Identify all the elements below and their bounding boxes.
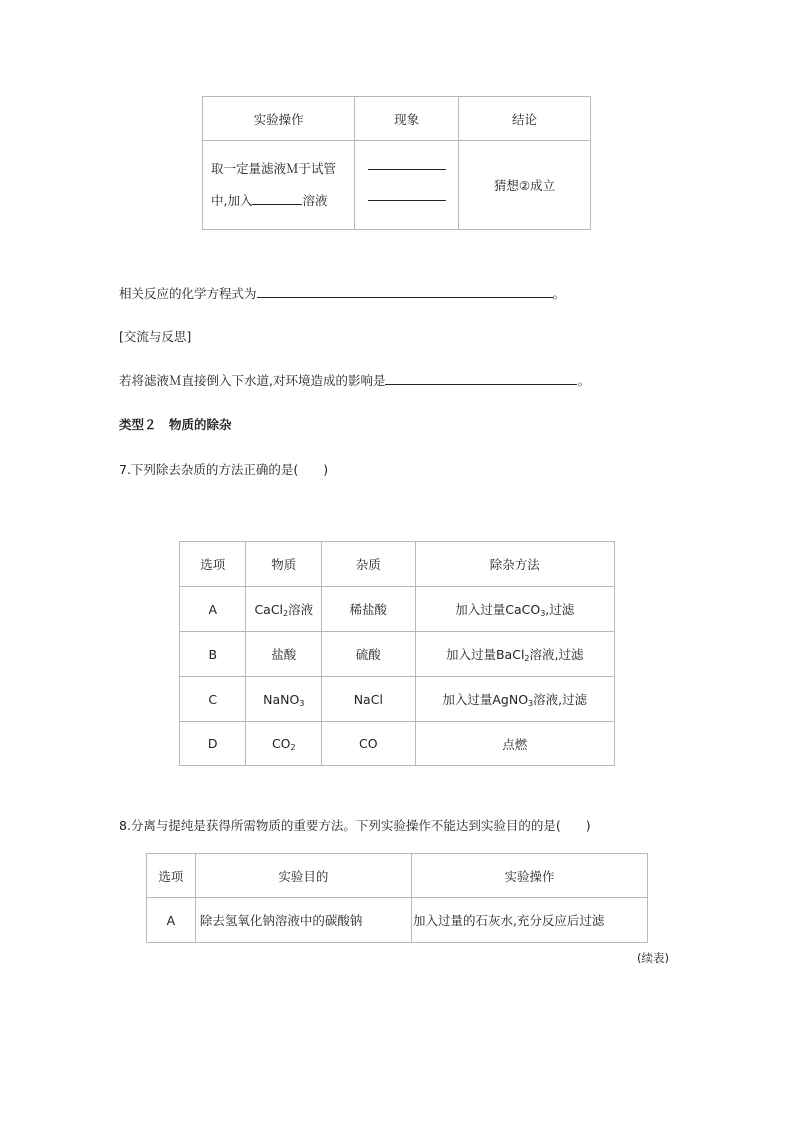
impurity-table (179, 541, 615, 766)
operation-line-2: 中,加入 溶液 (211, 193, 328, 208)
phenomenon-cell (355, 141, 459, 230)
header-goal: 实验目的 (195, 854, 411, 898)
operation-line-1: 取一定量滤液Ｍ于试管 (211, 161, 337, 176)
reflect-heading: [交流与反思] (119, 329, 192, 344)
separation-table (146, 853, 648, 943)
header-conclusion: 结论 (458, 97, 590, 141)
reagent-blank[interactable] (252, 204, 302, 205)
continued-label: (续表) (637, 951, 669, 965)
header-operation: 实验操作 (203, 97, 355, 141)
header-method: 除杂方法 (415, 542, 615, 587)
header-substance: 物质 (246, 542, 322, 587)
header-phenomenon: 现象 (355, 97, 459, 141)
section-heading: 类型２ 物质的除杂 (119, 417, 232, 432)
table-row: A CaCl$_2$溶液 稀盐酸 加入过量CaCO$_3$,过滤 (180, 587, 615, 632)
phenomenon-blank-1[interactable] (368, 169, 446, 170)
table-row: A 除去氢氧化钠溶液中的碳酸钠 加入过量的石灰水,充分反应后过滤 (147, 898, 648, 943)
header-option: 选项 (147, 854, 196, 898)
table-row: D $CO_2$ CO 点燃 (180, 722, 615, 766)
equation-line: 相关反应的化学方程式为 。 (119, 286, 566, 301)
question-8: 8.分离与提纯是获得所需物质的重要方法。下列实验操作不能达到实验目的的是( ) (119, 818, 591, 833)
conclusion-cell: 猜想②成立 (458, 141, 590, 230)
operation-cell (203, 141, 355, 230)
header-operation: 实验操作 (411, 854, 647, 898)
experiment-table (202, 96, 591, 230)
table-row: C NaNO$_3$ NaCl 加入过量AgNO$_3$溶液,过滤 (180, 677, 615, 722)
header-option: 选项 (180, 542, 246, 587)
reflect-line: 若将滤液Ｍ直接倒入下水道,对环境造成的影响是 。 (119, 373, 590, 388)
header-impurity: 杂质 (322, 542, 415, 587)
phenomenon-blank-2[interactable] (368, 200, 446, 201)
equation-blank[interactable] (257, 297, 553, 298)
impact-blank[interactable] (385, 384, 577, 385)
table-row: B 盐酸 硫酸 加入过量BaCl$_2$溶液,过滤 (180, 632, 615, 677)
question-7: 7.下列除去杂质的方法正确的是( ) (119, 462, 329, 477)
